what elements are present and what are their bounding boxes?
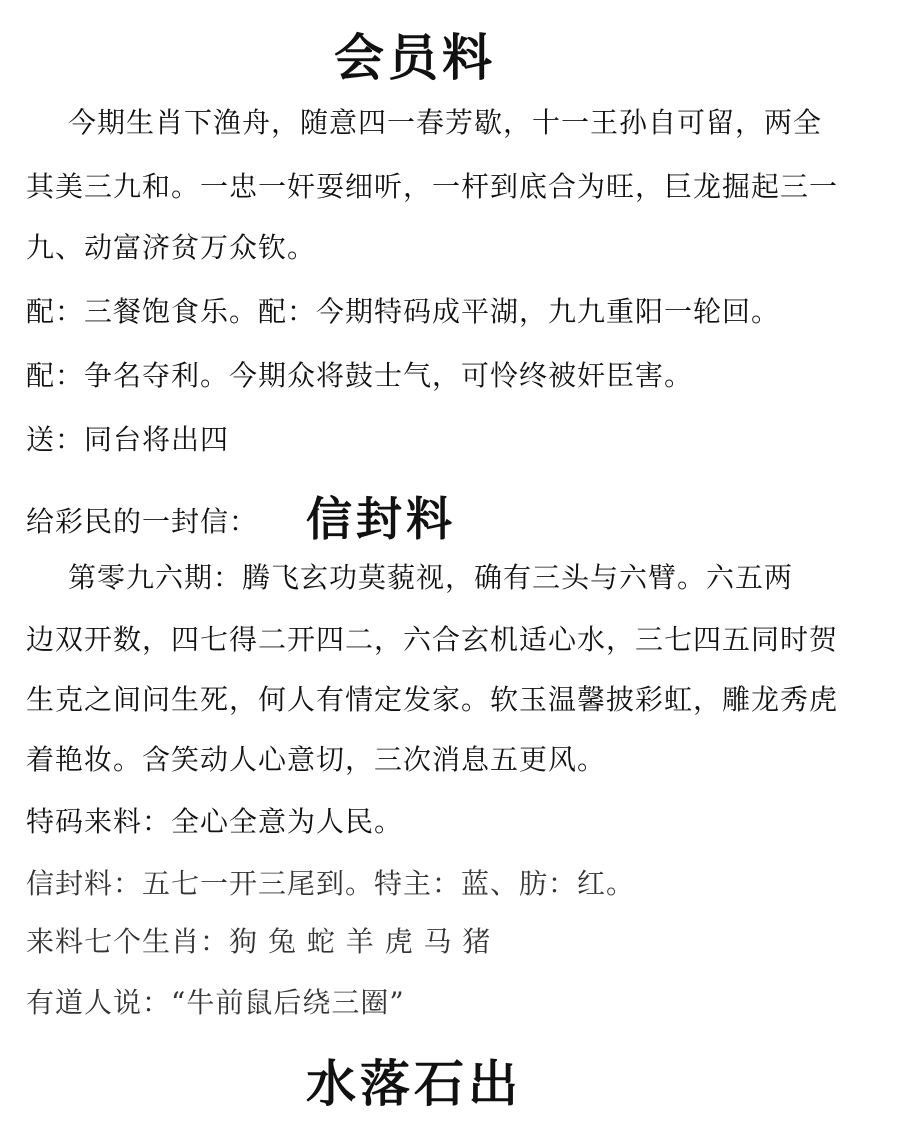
section-title-huiyuanliao: 会员料 xyxy=(334,28,496,87)
body-line: 送：同台将出四 xyxy=(26,423,230,456)
body-line: 配：三餐饱食乐。配：今期特码成平湖，九九重阳一轮回。 xyxy=(26,295,781,328)
body-line: 九、动富济贫万众钦。 xyxy=(26,231,317,264)
section-title-shuiluoshichu: 水落石出 xyxy=(306,1054,522,1113)
section-title-xinfengliao: 信封料 xyxy=(306,492,457,546)
body-line: 第零九六期：腾飞玄功莫藐视，确有三头与六臂。六五两 xyxy=(68,561,794,594)
body-line: 边双开数，四七得二开四二，六合玄机适心水，三七四五同时贺 xyxy=(26,623,839,656)
body-line: 着艳妆。含笑动人心意切，三次消息五更风。 xyxy=(26,743,607,776)
body-line: 生克之间问生死，何人有情定发家。软玉温馨披彩虹，雕龙秀虎 xyxy=(26,683,839,716)
body-line: 特码来料：全心全意为人民。 xyxy=(26,805,404,838)
body-line: 信封料：五七一开三尾到。特主：蓝、肪：红。 xyxy=(26,867,636,900)
body-line: 今期生肖下渔舟，随意四一春芳歇，十一王孙自可留，两全 xyxy=(68,106,823,139)
body-line: 来料七个生肖：狗 兔 蛇 羊 虎 马 猪 xyxy=(26,925,492,958)
body-line: 有道人说：“牛前鼠后绕三圈” xyxy=(26,986,405,1019)
body-line: 配：争名夺利。今期众将鼓士气，可怜终被奸臣害。 xyxy=(26,359,694,392)
body-line: 其美三九和。一忠一奸耍细听，一杆到底合为旺，巨龙掘起三一 xyxy=(26,170,839,203)
letter-intro-line xyxy=(26,490,911,547)
letter-intro-text: 给彩民的一封信： xyxy=(26,505,259,538)
